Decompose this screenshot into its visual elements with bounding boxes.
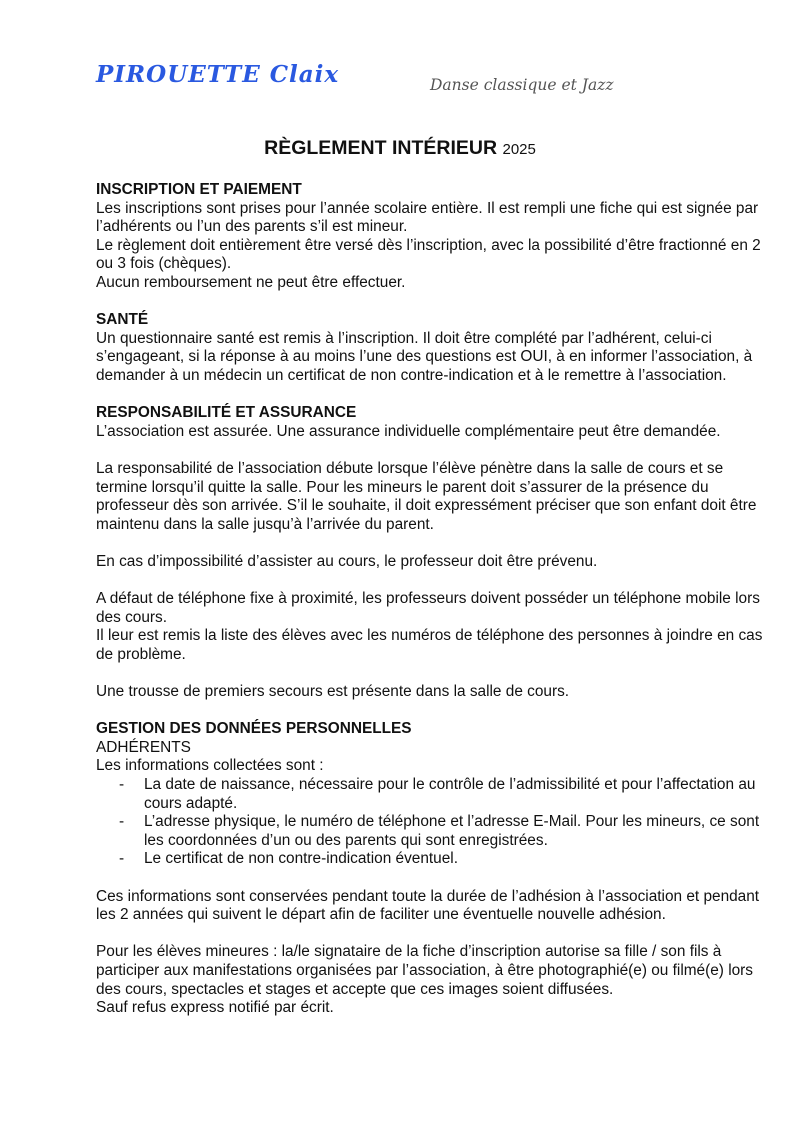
responsabilite-paragraph-5: Il leur est remis la liste des élèves avec les numéros de téléphone des personnes à joindre en cas de problème. [96,627,763,663]
list-item [96,776,776,813]
donnees-paragraph-1: Ces informations sont conservées pendant toute la durée de l’adhésion à l’association et pendant les 2 années qui suivent le départ afin de faciliter une éventuelle nouvelle adhésion. [96,887,760,924]
list-item [96,850,776,869]
list-item-text: L’adresse physique, le numéro de téléphone et l’adresse E-Mail. Pour les mineurs, ce sont les coordonnées d’un ou des parents qui sont enregistrées. [144,813,760,849]
inscription-paragraph-1: Les inscriptions sont prises pour l’année scolaire entière. Il est rempli une fiche qui est signée par l’adhérents ou l’un des parents s’il est mineur. [96,199,759,236]
list-item-text: Le certificat de non contre-indication éventuel. [144,850,458,868]
responsabilite-paragraph-6: Une trousse de premiers secours est présente dans la salle de cours. [96,683,570,701]
section-heading-sante: SANTÉ [96,311,149,329]
donnees-paragraph-2: Pour les élèves mineures : la/le signataire de la fiche d’inscription autorise sa fille / son fils à participer aux manifestations organisées par l’association, à être photographié(e) ou filmé(e) lors des cours, spectacles et stages et accepte que ces images soient diffusées. [96,943,754,998]
inscription-paragraph-2: Le règlement doit entièrement être versé dès l’inscription, avec la possibilité d’être fractionné en 2 ou 3 fois (chèques). [96,236,761,273]
page-title-year: 2025 [502,141,536,158]
brand-subtitle: Danse classique et Jazz [430,76,614,94]
donnees-subheading: ADHÉRENTS [96,738,191,756]
section-heading-donnees: GESTION DES DONNÉES PERSONNELLES [96,720,412,738]
list-item [96,813,776,850]
responsabilite-paragraph-3: En cas d’impossibilité d’assister au cours, le professeur doit être prévenu. [96,552,598,570]
list-item-text: La date de naissance, nécessaire pour le contrôle de l’admissibilité et pour l’affectation au cours adapté. [144,776,756,812]
page-title-main: RÈGLEMENT INTÉRIEUR [264,137,498,159]
donnees-list [96,776,776,869]
page-title [0,139,800,160]
donnees-intro: Les informations collectées sont : [96,757,324,775]
brand-title: PIROUETTE Claix [96,61,340,88]
document-body [96,181,776,1018]
inscription-paragraph-3: Aucun remboursement ne peut être effectuer. [96,273,406,291]
section-heading-inscription: INSCRIPTION ET PAIEMENT [96,181,302,198]
donnees-paragraph-3: Sauf refus express notifié par écrit. [96,999,334,1017]
responsabilite-paragraph-2: La responsabilité de l’association débute lorsque l’élève pénètre dans la salle de cours et se termine lorsqu’il quitte la salle. Pour les mineurs le parent doit s’assurer de la présence du professeur dès son arrivée. S’il le souhaite, il doit expressément préciser que son enfant doit être maintenu dans la salle jusqu’à l’arrivée du parent. [96,459,757,533]
list-bullet: - [119,776,125,793]
responsabilite-paragraph-1: L’association est assurée. Une assurance individuelle complémentaire peut être demandée. [96,422,721,440]
sante-paragraph-1: Un questionnaire santé est remis à l’inscription. Il doit être complété par l’adhérent, celui-ci s’engageant, si la réponse à au moins l’une des questions est OUI, à en informer l’association, à demander à un médecin un certificat de non contre-indication et à le remettre à l’association. [96,329,753,384]
list-bullet: - [119,813,125,831]
list-bullet: - [119,850,125,868]
section-heading-responsabilite: RESPONSABILITÉ ET ASSURANCE [96,404,357,422]
responsabilite-paragraph-4: A défaut de téléphone fixe à proximité, les professeurs doivent posséder un téléphone mobile lors des cours. [96,590,760,626]
